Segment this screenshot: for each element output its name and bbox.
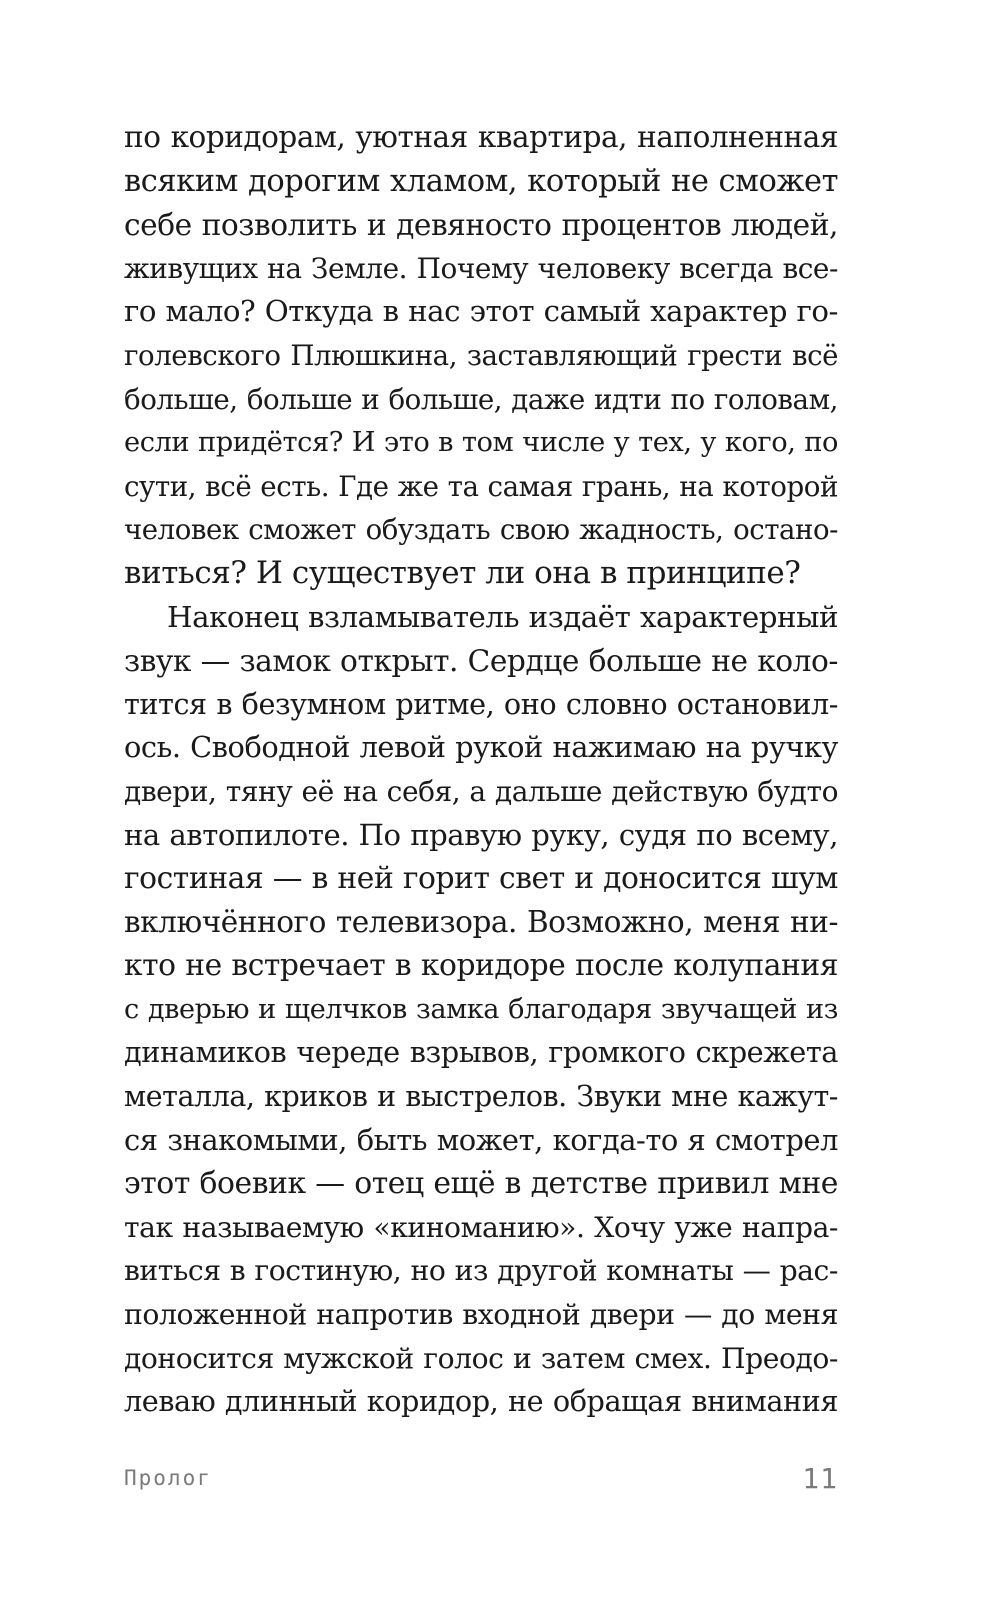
text-line: ось. Свободной левой рукой нажимаю на ручку xyxy=(124,730,838,765)
text-line: на автопилоте. По правую руку, судя по всему, xyxy=(124,817,838,852)
text-line: положенной напротив входной двери — до меня xyxy=(124,1298,838,1332)
text-line: тится в безумном ритме, оно словно остановил- xyxy=(124,686,838,721)
text-line: Наконец взламыватель издаёт характерный xyxy=(167,599,838,634)
text-line: виться в гостиную, но из другой комнаты — рас- xyxy=(124,1254,838,1288)
text-line: живущих на Земле. Почему человеку всегда все- xyxy=(124,251,838,285)
text-line: леваю длинный коридор, не обращая внимания xyxy=(124,1384,838,1419)
text-line: по коридорам, уютная квартира, наполненная xyxy=(124,120,838,154)
text-line: двери, тяну её на себя, а дальше действую будто xyxy=(124,774,838,808)
text-line: включённого телевизора. Возможно, меня ни- xyxy=(124,904,838,939)
text-line: го мало? Откуда в нас этот самый характер го- xyxy=(124,294,838,329)
page-footer xyxy=(124,1456,838,1500)
text-line: гостиная — в ней горит свет и доносится шум xyxy=(124,861,838,897)
text-line: человек сможет обуздать свою жадность, остано- xyxy=(124,513,838,547)
page-number: 11 xyxy=(802,1461,838,1495)
text-line: динамиков череде взрывов, громкого скрежета xyxy=(124,1035,838,1070)
text-line: этот боевик — отец ещё в детстве привил мне xyxy=(124,1166,838,1202)
text-line: металла, криков и выстрелов. Звуки мне кажут- xyxy=(124,1080,838,1114)
text-line: кто не встречает в коридоре после колупания xyxy=(124,948,838,984)
paragraph xyxy=(124,596,838,1424)
text-line: ся знакомыми, быть может, когда-то я смотрел xyxy=(124,1122,838,1157)
text-line: виться? И существует ли она в принципе? xyxy=(124,554,801,591)
text-line: всяким дорогим хламом, который не сможет xyxy=(124,163,838,199)
text-line: сути, всё есть. Где же та самая грань, на которой xyxy=(124,469,838,503)
text-line: себе позволить и девяносто процентов людей, xyxy=(124,207,838,243)
text-line: с дверью и щелчков замка благодаря звучащей из xyxy=(124,993,838,1025)
text-line: доносится мужской голос и затем смех. Преодо- xyxy=(124,1341,838,1375)
text-line: звук — замок открыт. Сердце больше не коло- xyxy=(124,643,838,679)
body-text xyxy=(124,116,838,1424)
text-line: голевского Плюшкина, заставляющий грести всё xyxy=(124,338,838,372)
running-head: Пролог xyxy=(124,1466,212,1490)
text-line: если придётся? И это в том числе у тех, у кого, по xyxy=(124,427,838,459)
paragraph xyxy=(124,116,838,596)
text-line: так называемую «киноманию». Хочу уже напра- xyxy=(124,1210,838,1244)
text-line: больше, больше и больше, даже идти по головам, xyxy=(124,382,838,416)
